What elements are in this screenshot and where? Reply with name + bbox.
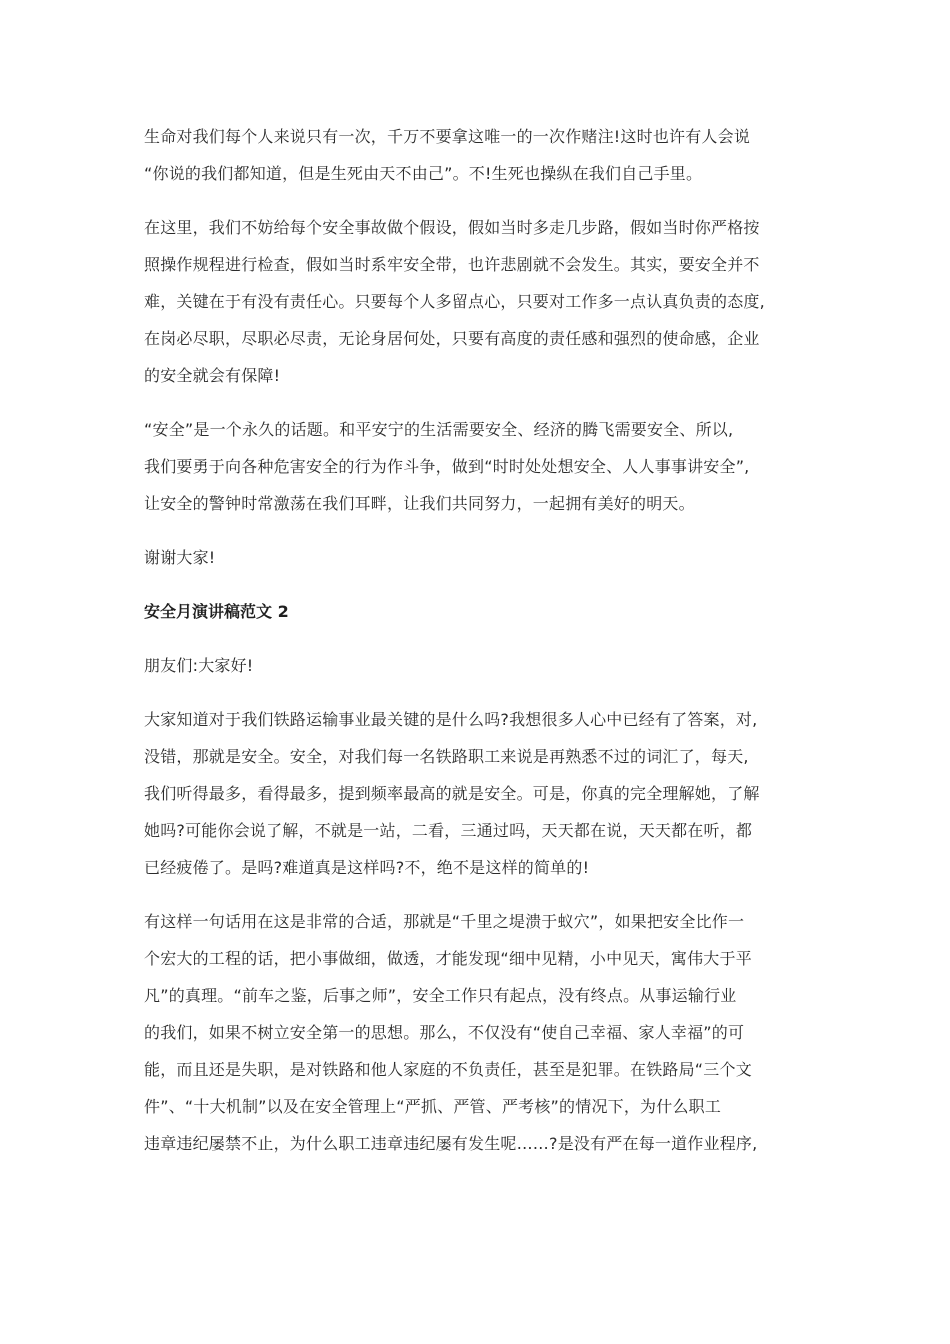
text-line: 生命对我们每个人来说只有一次，千万不要拿这唯一的一次作赌注!这时也许有人会说	[144, 127, 751, 146]
section-heading: 安全月演讲稿范文 2	[144, 602, 289, 621]
text-line: 的我们，如果不树立安全第一的思想。那么，不仅没有“使自己幸福、家人幸福”的可	[144, 1023, 745, 1042]
text-line: 她吗?可能你会说了解，不就是一站，二看，三通过吗，天天都在说，天天都在听，都	[144, 821, 753, 840]
text-line: 违章违纪屡禁不止，为什么职工违章违纪屡有发生呢……?是没有严在每一道作业程序,	[144, 1134, 758, 1153]
text-line: “你说的我们都知道，但是生死由天不由己”。不!生死也操纵在我们自己手里。	[144, 164, 703, 183]
text-line: 谢谢大家!	[144, 548, 216, 567]
text-line: 在岗必尽职，尽职必尽责，无论身居何处，只要有高度的责任感和强烈的使命感，企业	[144, 329, 760, 348]
paragraph-safety-topic	[144, 411, 816, 522]
text-line: “安全”是一个永久的话题。和平安宁的生活需要安全、经济的腾飞需要安全、所以,	[144, 420, 734, 439]
text-line: 个宏大的工程的话，把小事做细，做透，才能发现“细中见精，小中见天，寓伟大于平	[144, 949, 752, 968]
text-line: 难，关键在于有没有责任心。只要每个人多留点心，只要对工作多一点认真负责的态度,	[144, 292, 765, 311]
paragraph-hypothesis	[144, 209, 816, 394]
paragraph-proverb	[144, 903, 816, 1162]
paragraph-thanks	[144, 539, 816, 576]
text-line: 在这里，我们不妨给每个安全事故做个假设，假如当时多走几步路，假如当时你严格按	[144, 218, 760, 237]
text-line: 能，而且还是失职，是对铁路和他人家庭的不负责任，甚至是犯罪。在铁路局“三个文	[144, 1060, 752, 1079]
paragraph-greeting	[144, 647, 816, 684]
paragraph-railway-safety	[144, 701, 816, 886]
document-page	[144, 118, 816, 1162]
text-line: 的安全就会有保障!	[144, 366, 281, 385]
text-line: 没错，那就是安全。安全，对我们每一名铁路职工来说是再熟悉不过的词汇了，每天,	[144, 747, 749, 766]
text-line: 大家知道对于我们铁路运输事业最关键的是什么吗?我想很多人心中已经有了答案，对,	[144, 710, 758, 729]
text-line: 照操作规程进行检查，假如当时系牢安全带，也许悲剧就不会发生。其实，要安全并不	[144, 255, 760, 274]
text-line: 有这样一句话用在这是非常的合适，那就是“千里之堤溃于蚁穴”，如果把安全比作一	[144, 912, 745, 931]
text-line: 我们要勇于向各种危害安全的行为作斗争，做到“时时处处想安全、人人事事讲安全”,	[144, 457, 750, 476]
text-line: 朋友们:大家好!	[144, 656, 254, 675]
text-line: 件”、“十大机制”以及在安全管理上“严抓、严管、严考核”的情况下，为什么职工	[144, 1097, 722, 1116]
text-line: 我们听得最多，看得最多，提到频率最高的就是安全。可是，你真的完全理解她，了解	[144, 784, 760, 803]
paragraph-intro	[144, 118, 816, 192]
text-line: 已经疲倦了。是吗?难道真是这样吗?不，绝不是这样的简单的!	[144, 858, 590, 877]
text-line: 让安全的警钟时常激荡在我们耳畔，让我们共同努力，一起拥有美好的明天。	[144, 494, 695, 513]
text-line: 凡”的真理。“前车之鉴，后事之师”，安全工作只有起点，没有终点。从事运输行业	[144, 986, 737, 1005]
